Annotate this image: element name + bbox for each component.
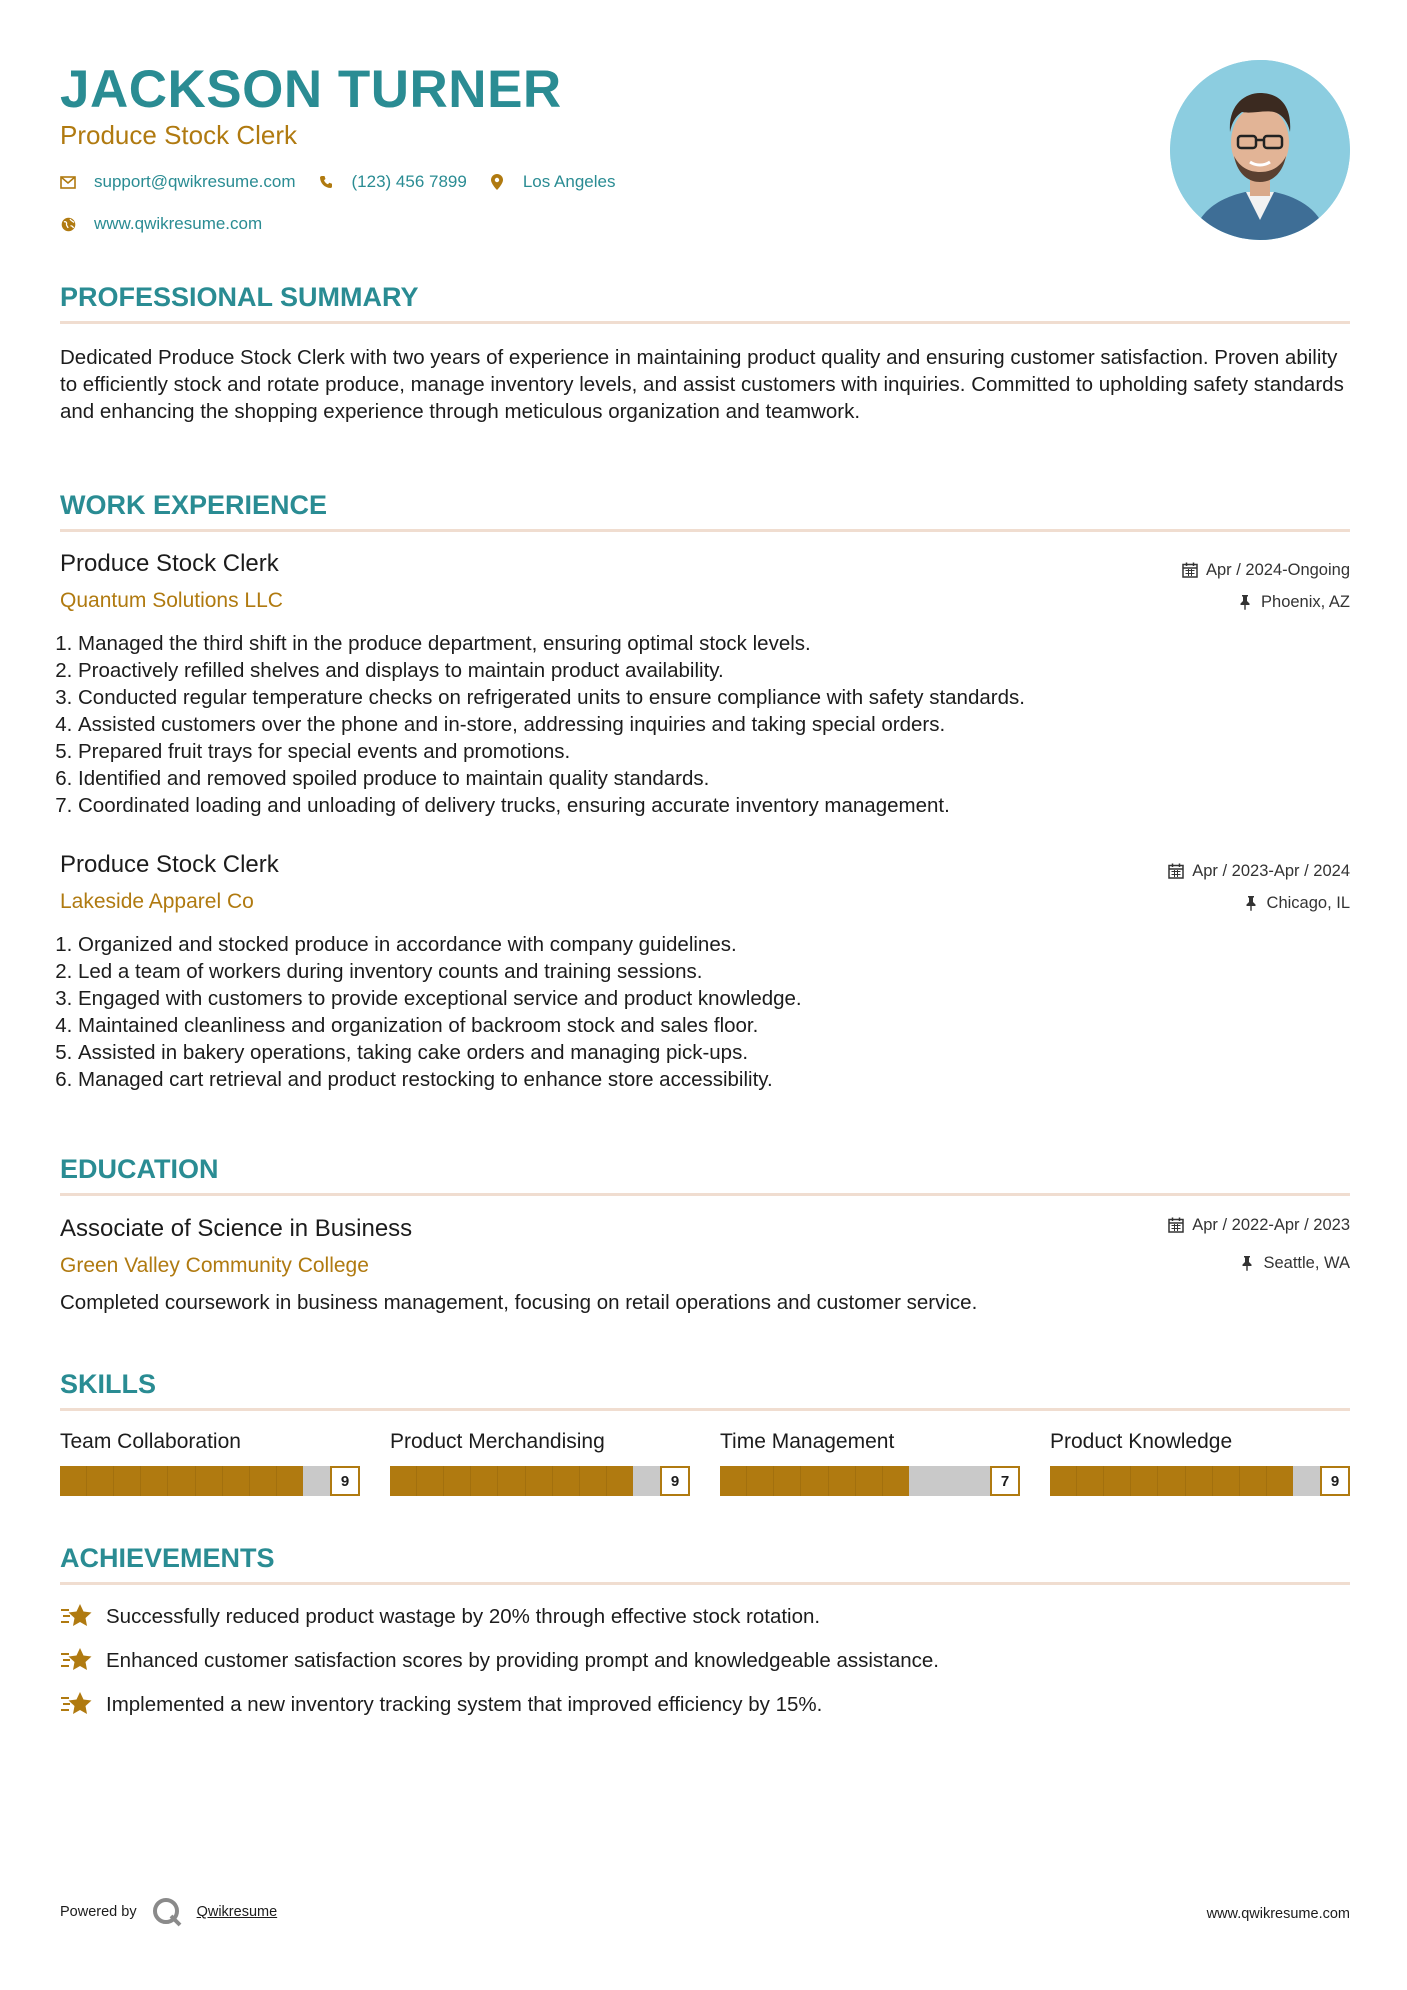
skill-bar-track — [60, 1466, 330, 1496]
experience-divider — [60, 529, 1350, 532]
job-location — [1237, 591, 1350, 613]
skill-bar-track — [720, 1466, 990, 1496]
phone-icon — [318, 174, 334, 190]
skill-bar — [720, 1466, 1020, 1496]
list-item: 2. Led a team of workers during inventory counts and training sessions. — [78, 958, 1348, 985]
skill-bar-segment — [141, 1466, 168, 1496]
education-date-text: Apr / 2022-Apr / 2023 — [1192, 1216, 1350, 1234]
skill-bar-segment — [1158, 1466, 1185, 1496]
summary-heading: PROFESSIONAL SUMMARY — [60, 282, 419, 312]
skill-bar-segment — [1240, 1466, 1267, 1496]
list-item: 3. Engaged with customers to provide exceptional service and product knowledge. — [78, 985, 1348, 1012]
skill-level: 7 — [990, 1466, 1020, 1496]
skill-bar-segment — [444, 1466, 471, 1496]
achievement-text: Successfully reduced product wastage by 20% through effective stock rotation. — [106, 1604, 821, 1628]
skill-bar-segment — [720, 1466, 747, 1496]
achievement-text: Enhanced customer satisfaction scores by providing prompt and knowledgeable assistance. — [106, 1648, 939, 1672]
achievement-item — [60, 1602, 820, 1630]
skill-bar — [60, 1466, 360, 1496]
website-text: www.qwikresume.com — [94, 214, 263, 233]
job-responsibilities — [60, 931, 1348, 1093]
job-location-text: Phoenix, AZ — [1261, 593, 1350, 611]
skill-bar-segment — [250, 1466, 277, 1496]
contact-email[interactable] — [60, 172, 296, 192]
skill-bar-segment — [1213, 1466, 1240, 1496]
skill-bar-segment — [471, 1466, 498, 1496]
job-date-text: Apr / 2024-Ongoing — [1205, 561, 1350, 579]
skill-level: 9 — [330, 1466, 360, 1496]
skill-item — [390, 1428, 690, 1496]
qwikresume-logo-icon — [151, 1896, 183, 1928]
skill-bar-fill — [1050, 1466, 1293, 1496]
candidate-role: Produce Stock Clerk — [60, 120, 297, 150]
skill-bar — [1050, 1466, 1350, 1496]
skill-bar-segment — [580, 1466, 607, 1496]
star-icon — [60, 1690, 94, 1718]
contact-row-website — [60, 214, 284, 234]
job-company: Quantum Solutions LLC — [60, 589, 283, 612]
skill-bar-segment — [801, 1466, 828, 1496]
job-date — [1182, 559, 1350, 581]
skill-level: 9 — [660, 1466, 690, 1496]
skill-bar-segment — [1186, 1466, 1213, 1496]
skill-bar-segment — [607, 1466, 633, 1496]
contact-website[interactable] — [60, 214, 262, 234]
skill-item — [60, 1428, 360, 1496]
skill-bar-segment — [87, 1466, 114, 1496]
skill-name: Team Collaboration — [60, 1430, 241, 1453]
profile-photo — [1170, 60, 1350, 240]
skill-bar-fill — [720, 1466, 909, 1496]
education-divider — [60, 1193, 1350, 1196]
list-item: 5. Assisted in bakery operations, taking cake orders and managing pick-ups. — [78, 1039, 1348, 1066]
skill-bar-track — [390, 1466, 660, 1496]
skill-bar-segment — [417, 1466, 444, 1496]
achievements-heading: ACHIEVEMENTS — [60, 1543, 275, 1573]
skill-bar-segment — [1077, 1466, 1104, 1496]
skill-bar-segment — [1104, 1466, 1131, 1496]
skill-bar-segment — [856, 1466, 883, 1496]
calendar-icon — [1168, 1217, 1184, 1233]
list-item: 4. Assisted customers over the phone and in-store, addressing inquiries and taking special orders. — [78, 711, 1348, 738]
skill-bar-segment — [829, 1466, 856, 1496]
pushpin-icon — [1243, 895, 1259, 911]
skill-item — [1050, 1428, 1350, 1496]
profile-photo-illustration — [1170, 60, 1350, 240]
list-item: 6. Managed cart retrieval and product restocking to enhance store accessibility. — [78, 1066, 1348, 1093]
pushpin-icon — [1237, 594, 1253, 610]
job-company: Lakeside Apparel Co — [60, 890, 254, 913]
skill-bar-segment — [390, 1466, 417, 1496]
list-item: 5. Prepared fruit trays for special events and promotions. — [78, 738, 1348, 765]
summary-text: Dedicated Produce Stock Clerk with two years of experience in maintaining product quality and ensuring customer satisfaction. Proven ability to efficiently stock and rotate produce, manage inventory levels, and assist customers with inquiries. Committed to upholding safety standards and enhancing the shopping experience through meticulous organization and teamwork. — [60, 346, 1344, 423]
job-responsibilities — [60, 630, 1348, 819]
skill-bar-segment — [498, 1466, 525, 1496]
job-date-text: Apr / 2023-Apr / 2024 — [1192, 862, 1350, 880]
skill-bar-segment — [60, 1466, 87, 1496]
job-location-text: Chicago, IL — [1266, 894, 1350, 912]
phone-text: (123) 456 7899 — [351, 172, 467, 191]
job-location — [1243, 892, 1350, 914]
email-text: support@qwikresume.com — [94, 172, 296, 191]
list-item: 1. Managed the third shift in the produce department, ensuring optimal stock levels. — [78, 630, 1348, 657]
education-date — [1168, 1214, 1350, 1236]
list-item: 1. Organized and stocked produce in accordance with company guidelines. — [78, 931, 1348, 958]
skill-bar-fill — [60, 1466, 303, 1496]
candidate-name: JACKSON TURNER — [60, 60, 562, 119]
skills-divider — [60, 1408, 1350, 1411]
map-pin-icon — [489, 174, 505, 190]
envelope-icon — [60, 174, 76, 190]
calendar-icon — [1168, 863, 1184, 879]
skill-bar-segment — [553, 1466, 580, 1496]
skill-name: Time Management — [720, 1430, 895, 1453]
job-title: Produce Stock Clerk — [60, 851, 279, 878]
star-icon — [60, 1602, 94, 1630]
list-item: 2. Proactively refilled shelves and displays to maintain product availability. — [78, 657, 1348, 684]
brand-link[interactable]: Qwikresume — [196, 1904, 278, 1920]
achievement-text: Implemented a new inventory tracking system that improved efficiency by 15%. — [106, 1692, 823, 1716]
education-description: Completed coursework in business management, focusing on retail operations and customer service. — [60, 1291, 978, 1314]
education-heading: EDUCATION — [60, 1154, 219, 1184]
list-item: 4. Maintained cleanliness and organization of backroom stock and sales floor. — [78, 1012, 1348, 1039]
footer-website[interactable]: www.qwikresume.com — [1206, 1906, 1350, 1922]
skill-bar-segment — [774, 1466, 801, 1496]
skills-list — [60, 1428, 1350, 1496]
list-item: 7. Coordinated loading and unloading of delivery trucks, ensuring accurate inventory management. — [78, 792, 1348, 819]
job-title: Produce Stock Clerk — [60, 550, 279, 577]
experience-heading: WORK EXPERIENCE — [60, 490, 328, 520]
skill-bar-segment — [223, 1466, 250, 1496]
location-text: Los Angeles — [522, 172, 616, 191]
skill-bar-segment — [168, 1466, 195, 1496]
contact-location — [489, 172, 616, 192]
summary-divider — [60, 321, 1350, 324]
list-item: 6. Identified and removed spoiled produce to maintain quality standards. — [78, 765, 1348, 792]
skill-bar-segment — [526, 1466, 553, 1496]
skill-bar-segment — [747, 1466, 774, 1496]
pushpin-icon — [1239, 1255, 1255, 1271]
skill-bar-track — [1050, 1466, 1320, 1496]
skill-bar-segment — [1131, 1466, 1158, 1496]
education-location-text: Seattle, WA — [1263, 1254, 1350, 1272]
contact-row — [60, 172, 637, 192]
achievement-item — [60, 1646, 939, 1674]
skill-bar-segment — [1267, 1466, 1293, 1496]
achievements-divider — [60, 1582, 1350, 1585]
education-location — [1239, 1252, 1350, 1274]
skill-bar-segment — [196, 1466, 223, 1496]
school-name: Green Valley Community College — [60, 1254, 369, 1277]
skill-bar — [390, 1466, 690, 1496]
calendar-icon — [1182, 562, 1198, 578]
globe-icon — [60, 216, 76, 232]
skill-bar-segment — [114, 1466, 141, 1496]
skills-heading: SKILLS — [60, 1369, 157, 1399]
skill-item — [720, 1428, 1020, 1496]
powered-by-text: Powered by — [60, 1904, 137, 1920]
footer-powered-by — [60, 1896, 277, 1928]
star-icon — [60, 1646, 94, 1674]
skill-bar-segment — [277, 1466, 303, 1496]
job-date — [1168, 860, 1350, 882]
skill-name: Product Merchandising — [390, 1430, 605, 1453]
list-item: 3. Conducted regular temperature checks on refrigerated units to ensure compliance with safety standards. — [78, 684, 1348, 711]
skill-bar-fill — [390, 1466, 633, 1496]
skill-name: Product Knowledge — [1050, 1430, 1233, 1453]
skill-level: 9 — [1320, 1466, 1350, 1496]
contact-phone[interactable] — [318, 172, 467, 192]
skill-bar-segment — [883, 1466, 909, 1496]
skill-bar-segment — [1050, 1466, 1077, 1496]
degree-title: Associate of Science in Business — [60, 1215, 413, 1242]
achievement-item — [60, 1690, 822, 1718]
